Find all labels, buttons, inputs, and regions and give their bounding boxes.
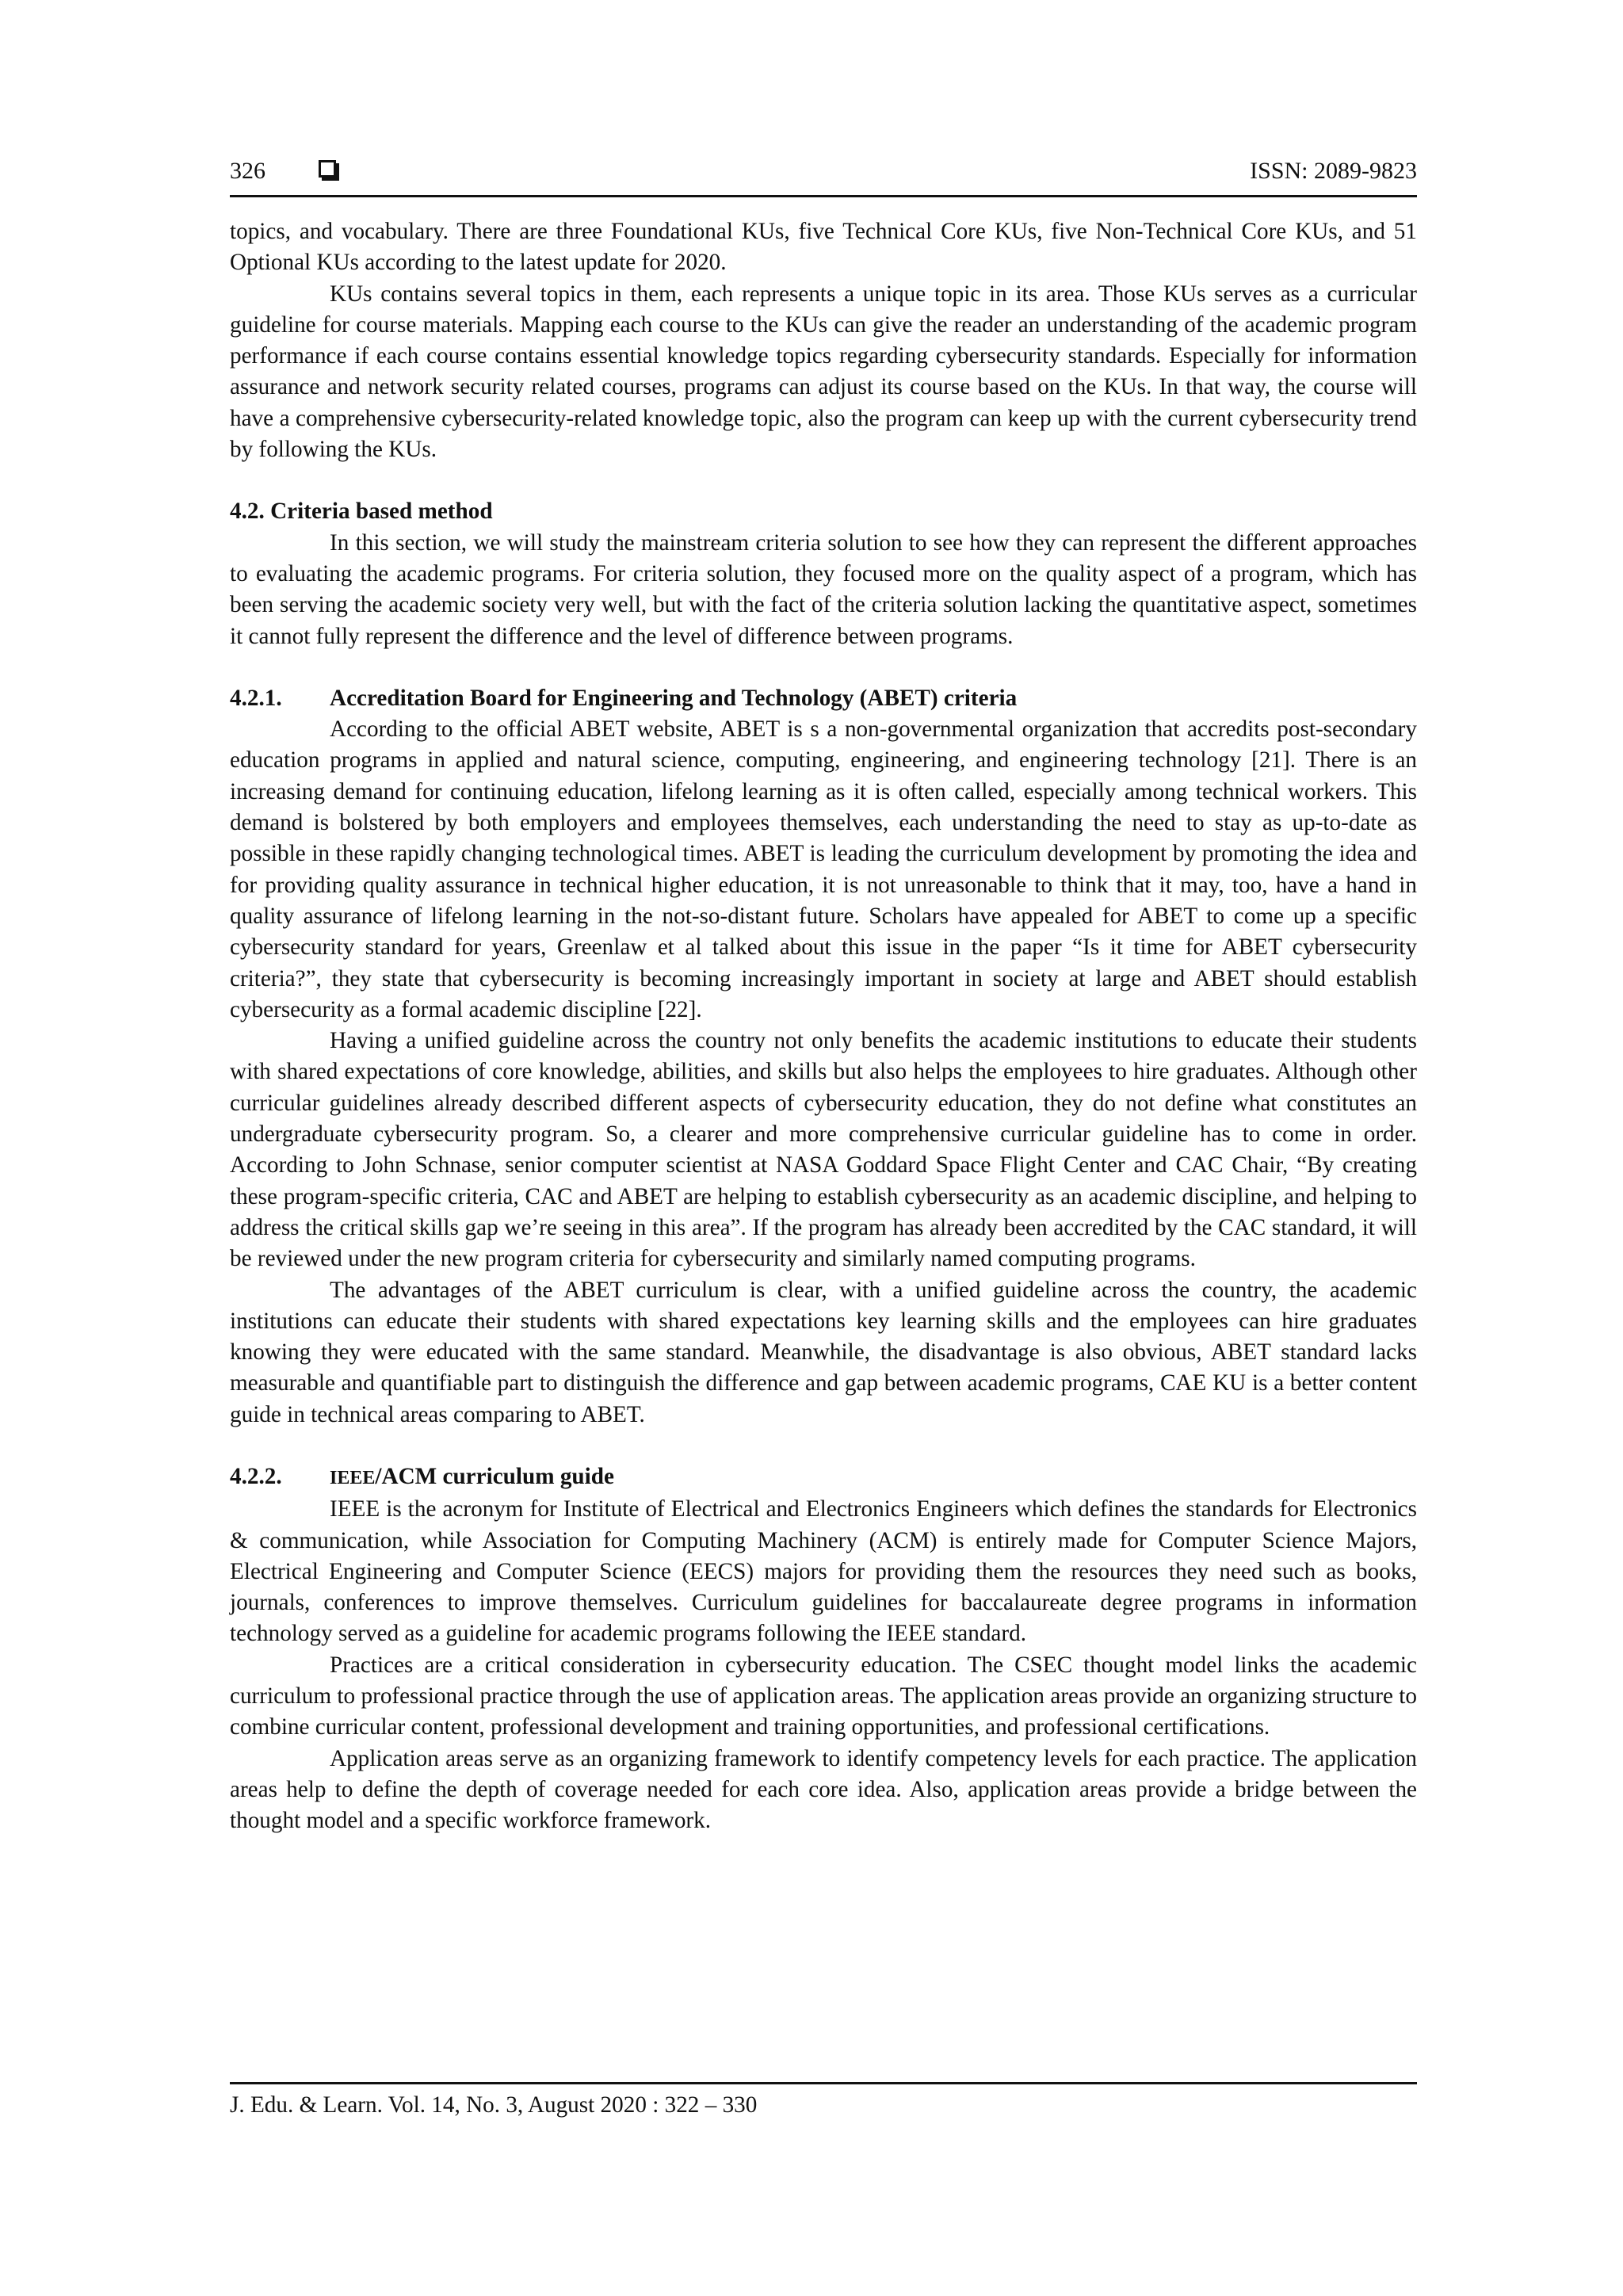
subsection-number: 4.2.2. xyxy=(230,1463,282,1489)
paragraph: Practices are a critical consideration in cybersecurity education. The CSEC thought model links the academic curriculum to professional practice through the use of application areas. The application areas provide an organizing structure to combine curricular content, professional development and training opportunities, and professional certifications. xyxy=(230,1652,1417,1740)
issn-label: ISSN: 2089-9823 xyxy=(1250,158,1417,184)
subsection-title-acronym: IEEE xyxy=(330,1467,376,1488)
subsection-heading-4-2-1 xyxy=(230,683,1417,714)
paragraph: Application areas serve as an organizing framework to identify competency levels for each practice. The application areas help to define the depth of coverage needed for each core idea. Also, application areas provide a bridge between the thought model and a specific workforce framework. xyxy=(230,1745,1417,1834)
footer-rule xyxy=(230,2082,1417,2084)
section-heading-4-2: 4.2. Criteria based method xyxy=(230,499,493,525)
box-bullet-icon xyxy=(319,160,336,178)
page-number: 326 xyxy=(230,158,265,184)
page-content xyxy=(230,151,1417,1837)
subsection-title: Accreditation Board for Engineering and Technology (ABET) criteria xyxy=(330,685,1018,711)
page-footer xyxy=(230,2082,1417,2121)
paragraph: Having a unified guideline across the country not only benefits the academic institutions to educate their students with shared expectations of core knowledge, abilities, and skills but also helps the employees to hire graduates. Although other curricular guidelines already described different aspects of cybersecurity education, they do not define what constitutes an undergraduate cybersecurity program. So, a clearer and more comprehensive curricular guideline has to come in order. According to John Schnase, senior computer scientist at NASA Goddard Space Flight Center and CAC Chair, “By creating these program-specific criteria, CAC and ABET are helping to establish cybersecurity as an academic discipline, and helping to address the critical skills gap we’re seeing in this area”. If the program has already been accredited by the CAC standard, it will be reviewed under the new program criteria for cybersecurity and similarly named computing programs. xyxy=(230,1028,1417,1272)
article-body xyxy=(230,216,1417,1837)
paragraph: topics, and vocabulary. There are three Foundational KUs, five Technical Core KUs, five Non-Technical Core KUs, and 51 Optional KUs according to the latest update for 2020. xyxy=(230,219,1417,276)
paragraph: The advantages of the ABET curriculum is clear, with a unified guideline across the country, the academic institutions can educate their students with shared expectations key learning skills and the employees can hire graduates knowing they were educated with the same standard. Meanwhile, the disadvantage is also obvious, ABET standard lacks measurable and quantifiable part to distinguish the difference and gap between academic programs, CAE KU is a better content guide in technical areas comparing to ABET. xyxy=(230,1277,1417,1427)
header-rule xyxy=(230,195,1417,197)
journal-citation: J. Edu. & Learn. Vol. 14, No. 3, August 2020 : 322 – 330 xyxy=(230,2092,758,2118)
paragraph: KUs contains several topics in them, each represents a unique topic in its area. Those KUs serves as a curricular guideline for course materials. Mapping each course to the KUs can give the reader an understanding of the academic program performance if each course contains essential knowledge topics regarding cybersecurity standards. Especially for information assurance and network security related courses, programs can adjust its course based on the KUs. In that way, the course will have a comprehensive cybersecurity-related knowledge topic, also the program can keep up with the current cybersecurity trend by following the KUs. xyxy=(230,281,1417,463)
page-header xyxy=(230,151,1417,189)
paragraph: In this section, we will study the mainstream criteria solution to see how they can represent the different approaches to evaluating the academic programs. For criteria solution, they focused more on the quality aspect of a program, which has been serving the academic society very well, but with the fact of the criteria solution lacking the quantitative aspect, sometimes it cannot fully represent the difference and the level of difference between programs. xyxy=(230,529,1417,649)
subsection-heading-4-2-2 xyxy=(230,1461,1417,1494)
subsection-title: /ACM curriculum guide xyxy=(375,1463,614,1489)
paragraph: IEEE is the acronym for Institute of Electrical and Electronics Engineers which defines the standards for Electronics & communication, while Association for Computing Machinery (ACM) is entirely made for Computer Science Majors, Electrical Engineering and Computer Science (EECS) majors for providing them the resources they need such as books, journals, conferences to improve themselves. Curriculum guidelines for baccalaureate degree programs in information technology served as a guideline for academic programs following the IEEE standard. xyxy=(230,1496,1417,1647)
subsection-number: 4.2.1. xyxy=(230,685,282,711)
paragraph: According to the official ABET website, ABET is s a non-governmental organization that accredits post-secondary education programs in applied and natural science, computing, engineering, and engineering technology [21]. There is an increasing demand for continuing education, lifelong learning as it is often called, especially among technical workers. This demand is bolstered by both employers and employees themselves, each understanding the need to stay as up-to-date as possible in these rapidly changing technological times. ABET is leading the curriculum development by promoting the idea and for providing quality assurance in technical higher education, it is not unreasonable to think that it may, too, have a hand in quality assurance of lifelong learning in the not-so-distant future. Scholars have appealed for ABET to come up a specific cybersecurity standard for years, Greenlaw et al talked about this issue in the paper “Is it time for ABET cybersecurity criteria?”, they state that cybersecurity is becoming increasingly important in society at large and ABET should establish cybersecurity as a formal academic discipline [22]. xyxy=(230,716,1417,1022)
